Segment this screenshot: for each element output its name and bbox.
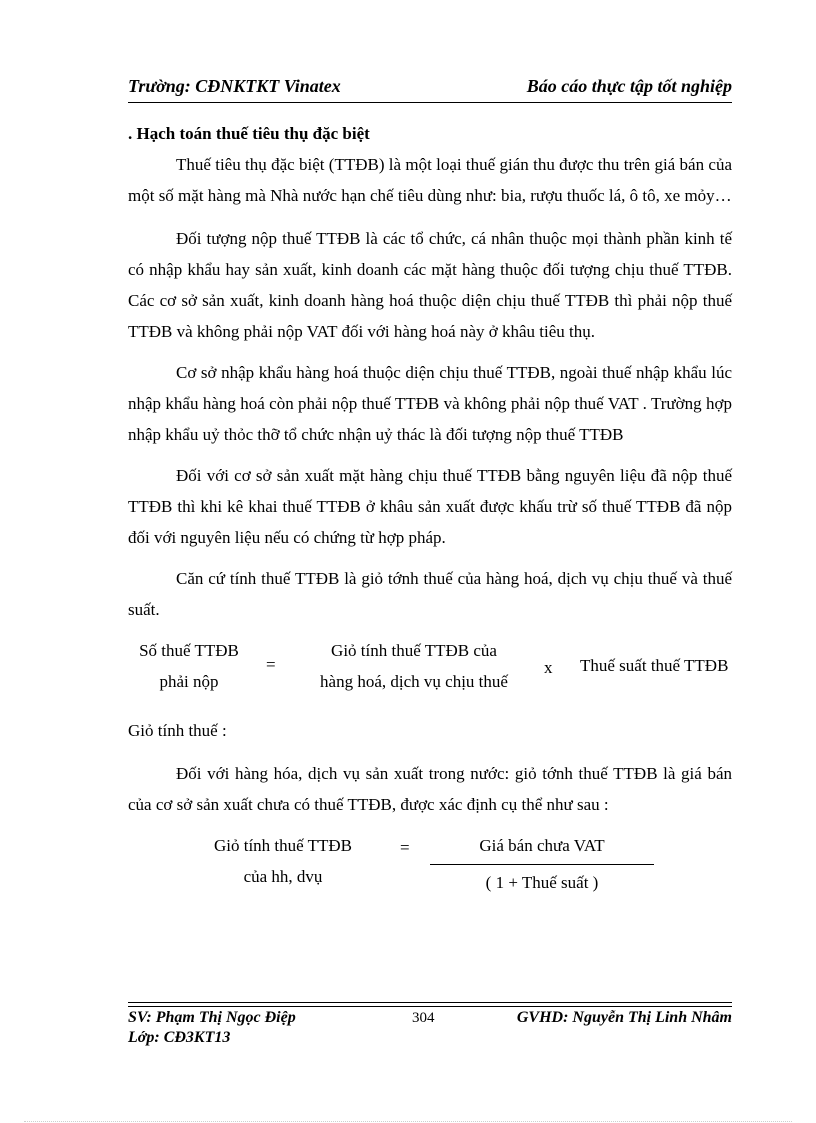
- paragraph-import: Cơ sở nhập khẩu hàng hoá thuộc diện chịu thuế TTĐB, ngoài thuế nhập khẩu lúc nhập khẩu hàng hoá còn phải nộp thuế TTĐB và không phải nộp thuế VAT . Trường hợp nhập khẩu uỷ thỏc thỡ tổ chức nhận uỷ thác là đối tượng nộp thuế TTĐB: [128, 363, 732, 444]
- section-heading: . Hạch toán thuế tiêu thụ đặc biệt: [128, 124, 370, 143]
- fraction-numerator: Giá bán chưa VAT: [430, 830, 654, 865]
- footer-advisor: GVHD: Nguyễn Thị Linh Nhâm: [516, 1009, 732, 1026]
- page-edge-divider: [24, 1121, 792, 1122]
- multiply-sign: x: [544, 658, 553, 677]
- paragraph-tax-basis: Căn cứ tính thuế TTĐB là giỏ tớnh thuế của hàng hoá, dịch vụ chịu thuế và thuế suất.: [128, 569, 732, 619]
- page-header: [128, 76, 732, 100]
- footer-class: Lớp: CĐ3KT13: [128, 1029, 231, 1046]
- formula-lhs: [128, 635, 250, 697]
- header-rule: [128, 102, 732, 103]
- paragraph-domestic: Đối với hàng hóa, dịch vụ sản xuất trong nước: giỏ tớnh thuế TTĐB là giá bán của cơ sở sản xuất chưa có thuế TTĐB, được xác định cụ thể như sau :: [128, 764, 732, 814]
- page-number: 304: [412, 1010, 435, 1026]
- footer-student: SV: Phạm Thị Ngọc Điệp: [128, 1009, 296, 1026]
- formula-mid-line2: hàng hoá, dịch vụ chịu thuế: [320, 672, 508, 691]
- taxable-price-label: Giỏ tính thuế :: [128, 721, 227, 740]
- footer-rule-bottom: [128, 1006, 732, 1007]
- paragraph-taxpayer: Đối tượng nộp thuế TTĐB là các tổ chức, cá nhân thuộc mọi thành phần kinh tế có nhập khẩu hay sản xuất, kinh doanh các mặt hàng thuộc đối tượng chịu thuế TTĐB. Các cơ sở sản xuất, kinh doanh hàng hoá thuộc diện chịu thuế TTĐB thì phải nộp thuế TTĐB và không phải nộp VAT đối với hàng hoá này ở khâu tiêu thụ.: [128, 229, 732, 341]
- equals-sign: =: [400, 838, 410, 857]
- fraction: [430, 830, 654, 898]
- equals-sign: =: [266, 655, 276, 674]
- header-report-title: Báo cáo thực tập tốt nghiệp: [526, 76, 732, 96]
- formula-tax-rate: Thuế suất thuế TTĐB: [580, 656, 729, 675]
- tax-payable-formula: [128, 635, 732, 707]
- formula-lhs-line1: Số thuế TTĐB: [139, 641, 239, 660]
- formula2-lhs: [198, 830, 368, 892]
- paragraph-definition: Thuế tiêu thụ đặc biệt (TTĐB) là một loại thuế gián thu được thu trên giá bán của một số mặt hàng mà Nhà nước hạn chế tiêu dùng như: bia, rượu thuốc lá, ô tô, xe mỏy…: [128, 155, 732, 205]
- header-school: Trường: CĐNKTKT Vinatex: [128, 76, 341, 96]
- footer-rule-top: [128, 1002, 732, 1003]
- page-body: [128, 118, 732, 892]
- page-footer: [128, 1008, 732, 1052]
- paragraph-deduction: Đối với cơ sở sản xuất mặt hàng chịu thuế TTĐB bằng nguyên liệu đã nộp thuế TTĐB thì khi kê khai thuế TTĐB ở khâu sản xuất được khấu trừ số thuế TTĐB đã nộp đối với nguyên liệu nếu có chứng từ hợp pháp.: [128, 466, 732, 547]
- fraction-denominator: ( 1 + Thuế suất ): [485, 873, 599, 892]
- taxable-price-formula: [128, 830, 732, 892]
- formula2-lhs-line2: của hh, dvụ: [243, 867, 323, 886]
- formula-taxable-price: [303, 635, 525, 697]
- formula2-lhs-line1: Giỏ tính thuế TTĐB: [213, 836, 353, 855]
- formula-mid-line1: Giỏ tính thuế TTĐB của: [331, 641, 497, 660]
- formula-lhs-line2: phải nộp: [159, 672, 219, 691]
